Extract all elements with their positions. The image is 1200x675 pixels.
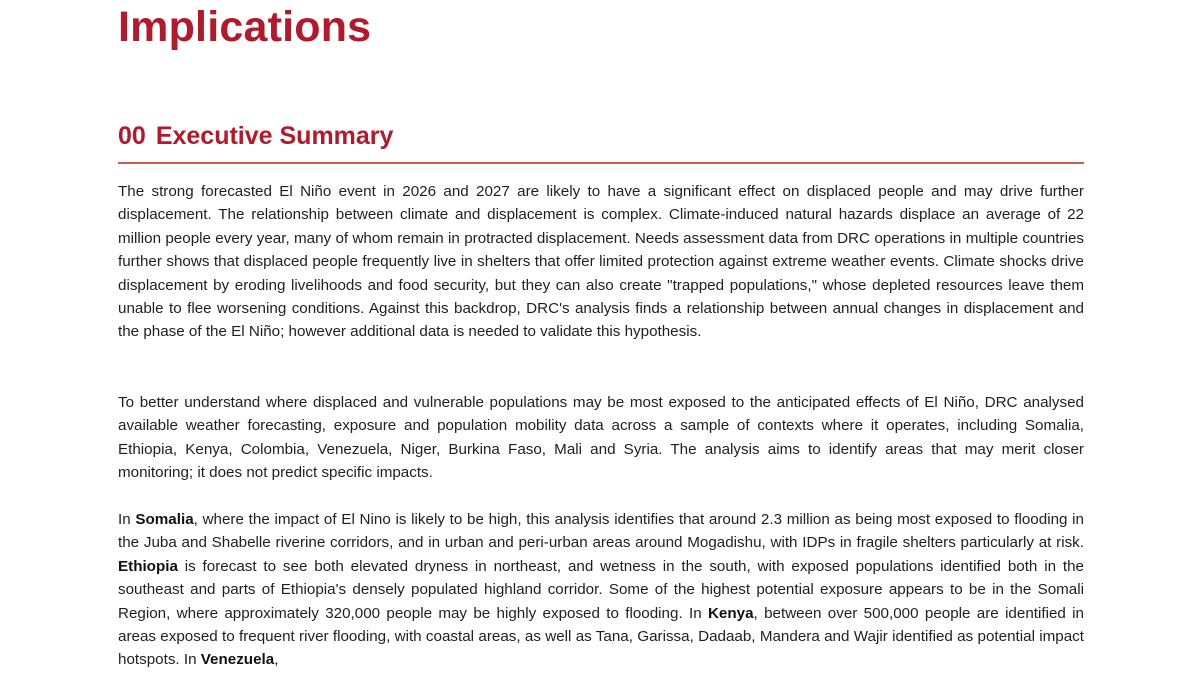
section-divider bbox=[118, 162, 1084, 164]
section-title: Executive Summary bbox=[155, 122, 394, 150]
document-page bbox=[118, 0, 1084, 675]
country-ethiopia: Ethiopia bbox=[118, 557, 178, 575]
document-title: Implications bbox=[118, 3, 372, 51]
text-run: is forecast to see both elevated dryness in northeast, and wetness in the south, with exposed populations identified both in the southeast and parts of Ethiopia's densely populated highland corridor. Some of the highest potential exposure appears to be in the Somali Region, where approximately 320,000 people may be highly exposed to flooding. In bbox=[118, 557, 1084, 622]
section-number: 00 bbox=[118, 122, 146, 150]
paragraph-methodology: To better understand where displaced and vulnerable populations may be most exposed to the anticipated effects of El Niño, DRC analysed available weather forecasting, exposure and population mobility data across a sample of contexts where it operates, including Somalia, Ethiopia, Kenya, Colombia, Venezuela, Niger, Burkina Faso, Mali and Syria. The analysis aims to identify areas that may merit closer monitoring; it does not predict specific impacts. bbox=[118, 394, 1084, 482]
country-venezuela: Venezuela bbox=[200, 651, 275, 669]
paragraph-intro: The strong forecasted El Niño event in 2026 and 2027 are likely to have a significant effect on displaced people and may drive further displacement. The relationship between climate and displacement is complex. Climate-induced natural hazards displace an average of 22 million people every year, many of whom remain in protracted displacement. Needs assessment data from DRC operations in multiple countries further shows that displaced people frequently live in shelters that offer limited protection against extreme weather events. Climate shocks drive displacement by eroding livelihoods and food security, but they can also create "trapped populations," whose depleted resources leave them unable to flee worsening conditions. Against this backdrop, DRC's analysis finds a relationship between annual changes in displacement and the phase of the El Niño; however additional data is needed to validate this hypothesis. bbox=[118, 183, 1084, 341]
country-somalia: Somalia bbox=[135, 511, 194, 528]
text-run: In bbox=[118, 511, 136, 528]
text-run: , where the impact of El Nino is likely to be high, this analysis identifies that around 2.3 million as being most exposed to flooding in the Juba and Shabelle riverine corridors, and in urban and peri-urban areas around Mogadishu, with IDPs in fragile shelters particularly at risk. bbox=[118, 511, 1085, 552]
section-heading bbox=[118, 119, 1084, 153]
text-run: , between over 500,000 people are identified in areas exposed to frequent river flooding, with coastal areas, as well as Tana, Garissa, Dadaab, Mandera and Wajir identified as potential impact hotspots. In bbox=[118, 604, 1084, 669]
country-kenya: Kenya bbox=[707, 604, 754, 622]
text-run: , bbox=[274, 651, 279, 669]
paragraph-country-findings bbox=[118, 508, 1084, 672]
